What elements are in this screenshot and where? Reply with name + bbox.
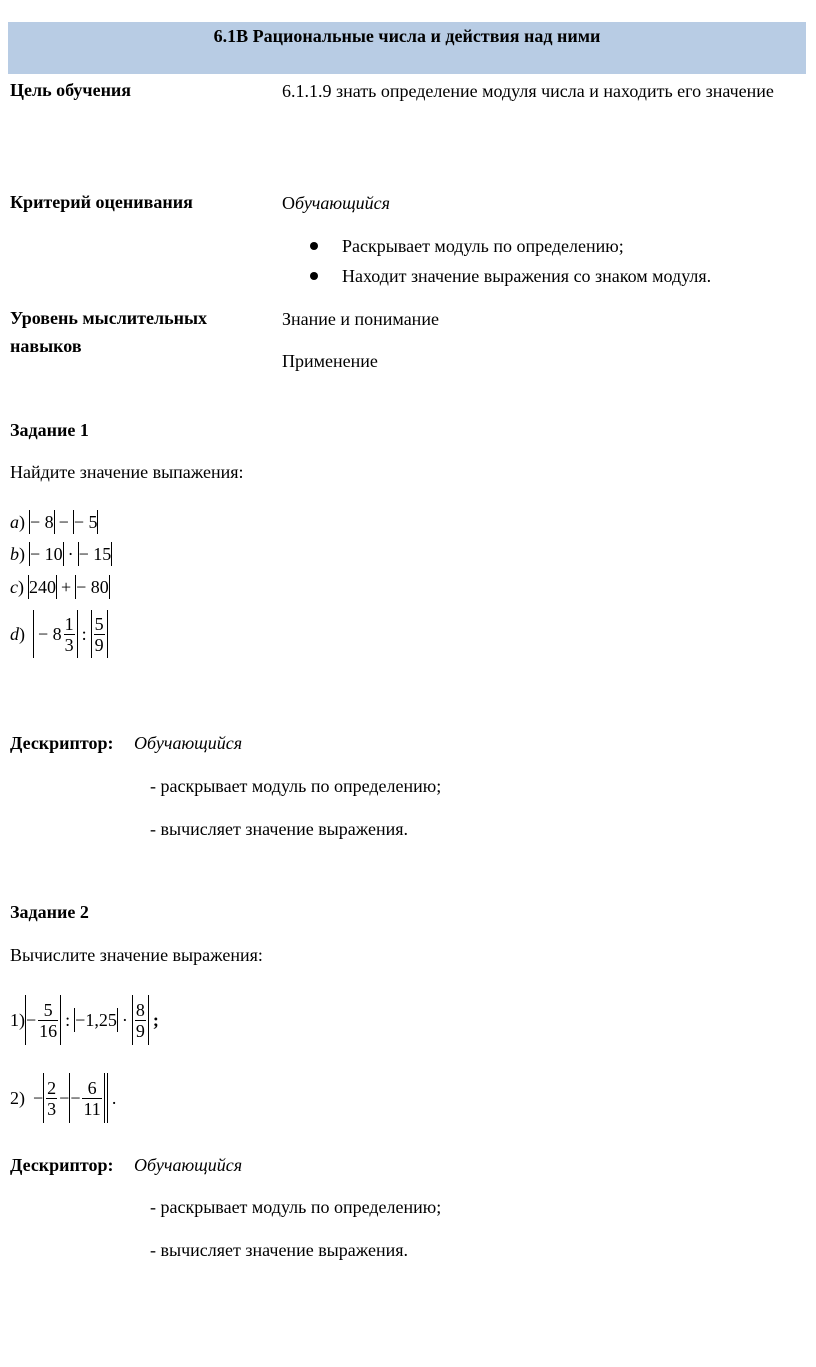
criteria-subject [282, 190, 390, 216]
numerator: 5 [94, 613, 104, 634]
criteria-subject-italic: бучающийся [295, 193, 391, 213]
level-label [10, 304, 207, 360]
fraction [38, 1000, 58, 1041]
abs-operand: −1,25 [75, 1009, 117, 1030]
descriptor2-subject: Обучающийся [134, 1155, 243, 1175]
abs-operand: − 10 [30, 543, 63, 564]
operator: : [81, 623, 87, 644]
descriptor1-line1: - раскрывает модуль по определению; [150, 776, 442, 796]
expr-terminator: . [111, 1087, 117, 1108]
operator: − [70, 1087, 81, 1108]
item-letter: d [10, 623, 19, 644]
level-value-2: Применение [282, 351, 378, 371]
numerator: 5 [43, 999, 53, 1020]
criteria-subject-prefix: О [282, 193, 295, 213]
operator: − [33, 1087, 44, 1108]
bullet-icon [310, 272, 318, 280]
abs-operand: 240 [29, 576, 56, 597]
criteria-list [282, 231, 802, 291]
expr-index: 2) [10, 1087, 25, 1108]
denominator: 9 [135, 1020, 145, 1041]
fraction [64, 614, 75, 655]
descriptor1 [10, 730, 242, 756]
page-title: 6.1В Рациональные числа и действия над ними [213, 26, 601, 46]
operator: − [59, 1087, 70, 1108]
task2-expr2 [10, 1070, 116, 1126]
task1-item-b: b ) − 10 · − 15 [10, 539, 112, 569]
task1-title: Задание 1 [10, 420, 89, 440]
task2-instruction: Вычислите значение выражения: [10, 945, 263, 965]
descriptor2-line2: - вычисляет значение выражения. [150, 1240, 409, 1260]
denominator: 3 [64, 634, 74, 655]
task2-expr1 [10, 992, 159, 1048]
task1-item-d: d ) − 8 $\frac{1}{3}$ : $\frac{5}{9}$ [10, 608, 108, 660]
criteria-item-text: Находит значение выражения со знаком модуля. [342, 266, 712, 286]
denominator: 11 [83, 1098, 101, 1119]
numerator: 1 [64, 613, 74, 634]
goal-text: 6.1.1.9 знать определение модуля числа и находить его значение [282, 81, 774, 101]
descriptor2 [10, 1152, 242, 1178]
expr-terminator: ; [152, 1009, 159, 1030]
operator: + [61, 576, 72, 597]
numerator: 8 [135, 999, 145, 1020]
descriptor1-line2: - вычисляет значение выражения. [150, 819, 409, 839]
level-label-line2: навыков [10, 336, 82, 356]
numerator: 6 [87, 1077, 97, 1098]
criteria-item [282, 231, 802, 261]
bullet-icon [310, 242, 318, 250]
criteria-item [282, 261, 802, 291]
criteria-item-text: Раскрывает модуль по определению; [342, 236, 624, 256]
descriptor2-label: Дескриптор: [10, 1155, 114, 1175]
descriptor2-line1: - раскрывает модуль по определению; [150, 1197, 442, 1217]
fraction [94, 614, 105, 655]
item-letter: a [10, 511, 19, 532]
abs-operand: − 80 [76, 576, 109, 597]
denominator: 9 [94, 634, 104, 655]
fraction [135, 1000, 146, 1041]
abs-operand: − 5 [73, 511, 98, 532]
descriptor1-label: Дескриптор: [10, 733, 114, 753]
item-letter: b [10, 543, 19, 564]
task1-item-a: a ) − 8 − − 5 [10, 507, 98, 537]
operator: − [58, 511, 69, 532]
task1-instruction: Найдите значение выпажения: [10, 462, 244, 482]
abs-operand: − 8 [30, 511, 54, 532]
task1-item-c: c ) 240 + − 80 [10, 572, 110, 602]
abs-operand: − 15 [78, 543, 112, 564]
expr-index: 1) [10, 1009, 25, 1030]
operator: : [65, 1009, 71, 1030]
level-label-line1: Уровень мыслительных [10, 308, 208, 328]
denominator: 16 [39, 1020, 58, 1041]
whole-part: − 8 [38, 623, 62, 644]
task2-title: Задание 2 [10, 902, 89, 922]
fraction [82, 1078, 101, 1119]
numerator: 2 [47, 1077, 57, 1098]
descriptor1-subject: Обучающийся [134, 733, 243, 753]
operator: − [26, 1009, 37, 1030]
denominator: 3 [47, 1098, 57, 1119]
criteria-label: Критерий оценивания [10, 192, 193, 212]
item-letter: c [10, 576, 18, 597]
fraction [46, 1078, 57, 1119]
operator: · [121, 1009, 128, 1030]
goal-label: Цель обучения [10, 80, 132, 100]
level-value-1: Знание и понимание [282, 309, 439, 329]
operator: · [67, 543, 74, 564]
